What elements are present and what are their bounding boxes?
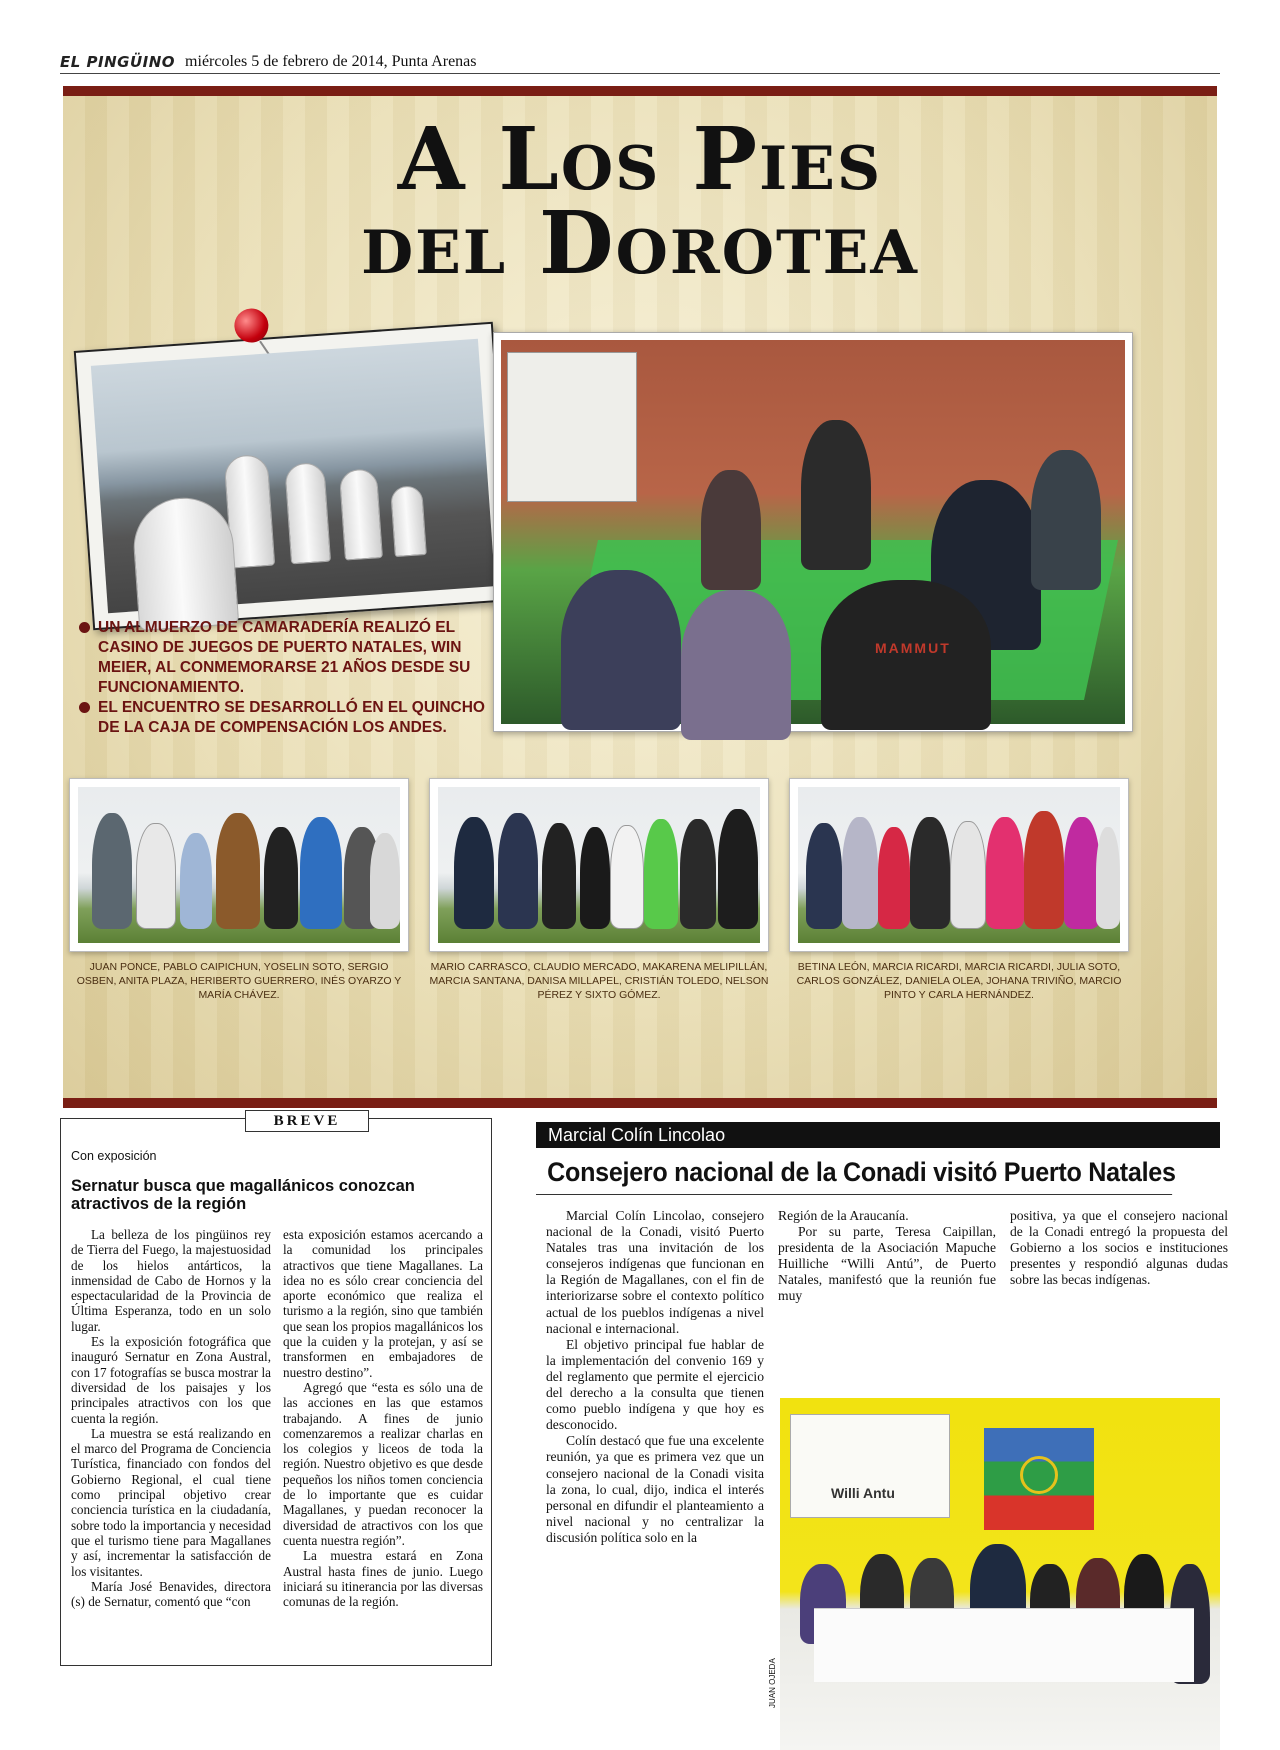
paragraph: Es la exposición fotográfica que inauguró Sernatur en Zona Austral, con 17 fotografías se busca mostrar la diversidad de los paisajes y los principales atractivos con los que cuenta la región. bbox=[71, 1334, 271, 1426]
article-headline: Sernatur busca que magallánicos conozcan atractivos de la región bbox=[71, 1177, 415, 1213]
paragraph: La belleza de los pingüinos rey de Tierra del Fuego, la majestuosidad de los hielos antárticos, la inmensidad de Cabo de Hornos y la espectacularidad de la Provincia de Última Esperanza, todo en un solo lugar. bbox=[71, 1227, 271, 1334]
deck-item bbox=[79, 618, 491, 698]
feature-section bbox=[63, 86, 1217, 1108]
paragraph: El objetivo principal fue hablar de la implementación del convenio 169 y del reglamento que permite el ejercicio del derecho a la consulta que tienen como pueblo indígena y que hoy es desconocido. bbox=[546, 1336, 764, 1433]
monument-image bbox=[91, 339, 495, 613]
flag-emblem-icon bbox=[1020, 1456, 1058, 1494]
group-photo-3 bbox=[789, 778, 1129, 952]
feature-title-line2: del Dorotea bbox=[361, 193, 919, 295]
group-photo-2 bbox=[429, 778, 769, 952]
group-caption-3: BETINA LEÓN, MARCIA RICARDI, MARCIA RICARDI, JULIA SOTO, CARLOS GONZÁLEZ, DANIELA OLEA, JOHANA TRIVIÑO, MARCIO PINTO Y CARLA HERNÁNDEZ. bbox=[796, 961, 1122, 1001]
lunch-image bbox=[501, 340, 1125, 724]
breve-article bbox=[60, 1113, 492, 1666]
paragraph: esta exposición estamos acercando a la comunidad los principales atractivos que tiene Magallanes. La idea no es sólo crear conciencia del aporte económico que realiza el turismo a la región, sino que también que sean los propios magallánicos los que la cuiden y la protejan, y así se transformen en embajadores de nuestro destino”. bbox=[283, 1227, 483, 1380]
deck-item bbox=[79, 698, 491, 738]
paragraph: Región de la Araucanía. bbox=[778, 1208, 909, 1223]
group-caption-1: JUAN PONCE, PABLO CAIPICHUN, YOSELIN SOTO, SERGIO OSBEN, ANITA PLAZA, HERIBERTO GUERRERO, INÉS OYARZO Y MARÍA CHÁVEZ. bbox=[76, 961, 402, 1001]
section-tab: BREVE bbox=[245, 1110, 369, 1132]
group-image-1 bbox=[78, 787, 400, 943]
paragraph: Por su parte, Teresa Caipillan, presidenta de la Asociación Mapuche Huilliche “Willi Antú”, de Puerto Natales, manifestó que la reunión fue muy bbox=[778, 1224, 996, 1304]
conadi-article bbox=[536, 1122, 1228, 1708]
newspaper-logo: EL PINGÜINO bbox=[60, 53, 176, 71]
group-image-3 bbox=[798, 787, 1120, 943]
deck-text-1: UN ALMUERZO DE CAMARADERÍA REALIZÓ EL CASINO DE JUEGOS DE PUERTO NATALES, WIN MEIER, AL CONMEMORARSE 21 AÑOS DESDE SU FUNCIONAMIENTO. bbox=[98, 619, 471, 696]
paragraph: Marcial Colín Lincolao, consejero nacional de la Conadi, visitó Puerto Natales tras una invitación de los consejeros indígenas que funcionan en la Región de Magallanes, con el fin de interiorizarse sobre el contexto político actual de los pueblos indígenas a nivel nacional e internacional. bbox=[546, 1208, 764, 1336]
article-kicker: Con exposición bbox=[71, 1149, 157, 1163]
paragraph: Agregó que “esta es sólo una de las acciones en las que estamos trabajando. A fines de junio comenzaremos a realizar charlas en los colegios y liceos de toda la región. Nuestro objetivo es que desde pequeños los niños tomen conciencia de lo importante que es cuidar Magallanes, y puedan reconocer la diversidad de atractivos con los que cuenta nuestra región”. bbox=[283, 1379, 483, 1548]
event-poster bbox=[790, 1414, 950, 1518]
article-column-3 bbox=[1010, 1208, 1228, 1288]
subheadline-deck bbox=[79, 618, 491, 738]
bullet-icon bbox=[79, 702, 90, 713]
shirt-text: MAMMUT bbox=[875, 640, 951, 656]
feature-title bbox=[63, 109, 1217, 295]
projection-screen bbox=[507, 352, 637, 502]
article-column-2 bbox=[283, 1227, 483, 1609]
article-headline: Consejero nacional de la Conadi visitó Puerto Natales bbox=[536, 1148, 1172, 1195]
article-column-1 bbox=[546, 1208, 764, 1546]
meeting-photo bbox=[780, 1398, 1220, 1750]
monument-photo bbox=[74, 322, 513, 631]
group-image-2 bbox=[438, 787, 760, 943]
article-topic-bar: Marcial Colín Lincolao bbox=[536, 1122, 1220, 1148]
article-column-2 bbox=[778, 1208, 996, 1305]
pushpin-icon bbox=[233, 307, 269, 343]
paragraph: positiva, ya que el consejero nacional de la Conadi entregó la propuesta del Gobierno a los socios e instituciones presentes y respondió algunas dudas sobre las becas indígenas. bbox=[1010, 1208, 1228, 1288]
article-column-1 bbox=[71, 1227, 271, 1609]
deck-text-2: EL ENCUENTRO SE DESARROLLÓ EN EL QUINCHO DE LA CAJA DE COMPENSACIÓN LOS ANDES. bbox=[98, 699, 485, 736]
dateline: miércoles 5 de febrero de 2014, Punta Arenas bbox=[185, 53, 477, 70]
group-caption-2: MARIO CARRASCO, CLAUDIO MERCADO, MAKARENA MELIPILLÁN, MARCIA SANTANA, DANISA MILLAPEL, CRISTIÁN TOLEDO, NELSON PÉREZ Y SIXTO GÓMEZ. bbox=[429, 961, 769, 1001]
group-photo-1 bbox=[69, 778, 409, 952]
article-body bbox=[71, 1227, 483, 1609]
page-header bbox=[60, 52, 1220, 74]
lunch-photo bbox=[493, 332, 1133, 732]
paragraph: La muestra estará en Zona Austral hasta fines de junio. Luego iniciará su itinerancia por las diversas comunas de la región. bbox=[283, 1548, 483, 1610]
bullet-icon bbox=[79, 622, 90, 633]
mapuche-flag bbox=[984, 1428, 1094, 1530]
paragraph: María José Benavides, directora (s) de Sernatur, comentó que “con bbox=[71, 1578, 271, 1610]
meeting-table bbox=[814, 1608, 1194, 1682]
paragraph: Colín destacó que fue una excelente reunión, ya que es primera vez que un consejero nacional de la Conadi visita la zona, lo cual, dijo, indica el interés personal en difundir el planteamiento a nivel nacional y no centralizar la discusión política solo en la bbox=[546, 1433, 764, 1545]
poster-text: Willi Antu bbox=[831, 1485, 895, 1501]
feature-title-line1: A Los Pies bbox=[397, 109, 883, 210]
paragraph: La muestra se está realizando en el marco del Programa de Conciencia Turística, financiado con fondos del Gobierno Regional, el cual tiene como principal objetivo crear conciencia turística en la ciudadanía, sobre todo la importancia y necesidad que el turismo tiene para Magallanes y así, incrementar la satisfacción de los visitantes. bbox=[71, 1425, 271, 1579]
photo-credit: JUAN OJEDA bbox=[768, 1658, 777, 1708]
